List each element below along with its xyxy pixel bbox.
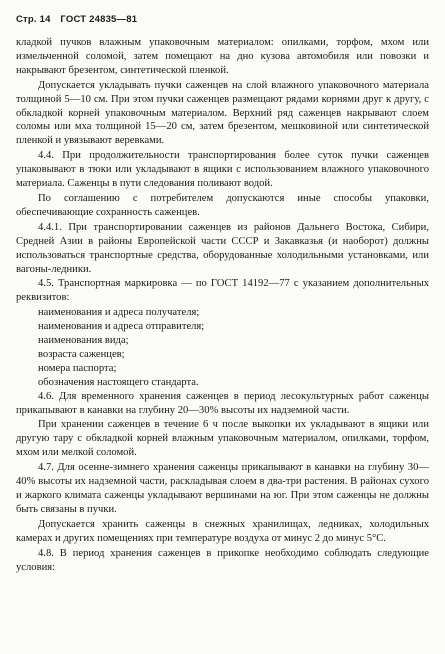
paragraph-4-4-1: 4.4.1. При транспортировании саженцев из районов Дальнего Востока, Сибири, Средней Азии в районы Европейской части СССР и Закавказья (и наоборот) должны использоваться транспортные средства, оборудованные холодильными установками, или вагоны-ледники.: [16, 221, 429, 275]
paragraph-packing-layer: Допускается укладывать пучки саженцев на слой влажного упаковочного материала толщиной 5—10 см. При этом пучки саженцев размещают рядами корнями друг к другу, с обкладкой корней упаковочным материалом. Верхний ряд саженцев накрывают слоем соломы или мха толщиной 15—20 см, затем брезентом, мешковиной или синтетической пленкой и увязывают веревками.: [16, 79, 429, 147]
paragraph-4-8: 4.8. В период хранения саженцев в прикопке необходимо соблюдать следующие условия:: [16, 547, 429, 573]
list-item: возраста саженцев;: [38, 348, 125, 360]
paragraph-4-5: 4.5. Транспортная маркировка — по ГОСТ 14192—77 с указанием дополнительных реквизитов:: [16, 278, 429, 304]
paragraph-other-packing: По соглашению с потребителем допускаются иные способы упаковки, обеспечивающие сохранность саженцев.: [16, 192, 429, 218]
paragraph-4-7: 4.7. Для осенне-зимнего хранения саженцы прикапывают в канавки на глубину 30—40% высоты их надземной части, раскладывая слоем в два-три растения. В районах сухого и жаркого климата саженцы укладывают вершинами на юг. При этом саженцы не должны быть связаны в пучки.: [16, 462, 429, 515]
standard-designation: ГОСТ 24835—81: [60, 14, 138, 25]
list-item: наименования вида;: [38, 335, 129, 347]
paragraph-snow-storage: Допускается хранить саженцы в снежных хранилищах, ледниках, холодильных камерах и других помещениях при температуре воздуха от минус 2 до минус 5°C.: [16, 518, 429, 544]
document-body: [16, 36, 429, 575]
page-header: [16, 14, 144, 25]
list-item: наименования и адреса получателя;: [38, 307, 200, 319]
paragraph-4-6: 4.6. Для временного хранения саженцев в период лесокультурных работ саженцы прикапывают в канавки на глубину 20—30% высоты их надземной части.: [16, 390, 429, 416]
list-item: наименования и адреса отправителя;: [38, 321, 205, 333]
paragraph-continuation: кладкой пучков влажным упаковочным материалом: опилками, торфом, мхом или измельченной соломой, затем помещают на дно кузова автомобиля или повозки и накрывают брезентом, синтетической пленкой.: [16, 37, 429, 76]
paragraph-4-4: 4.4. При продолжительности транспортирования более суток пучки саженцев упаковывают в тюки или укладывают в ящики с использованием влажного упаковочного материала. Саженцы в пути следования поливают водой.: [16, 150, 429, 190]
list-item: номера паспорта;: [38, 362, 117, 374]
paragraph-storage-6h: При хранении саженцев в течение 6 ч после выкопки их укладывают в ящики или другую тару с обкладкой корней влажным упаковочным материалом, опилками, торфом, мхом или мелкой соломой.: [16, 419, 429, 459]
list-item: обозначения настоящего стандарта.: [38, 376, 199, 388]
requisites-list: [16, 306, 429, 389]
page-number: Стр. 14: [16, 14, 51, 25]
